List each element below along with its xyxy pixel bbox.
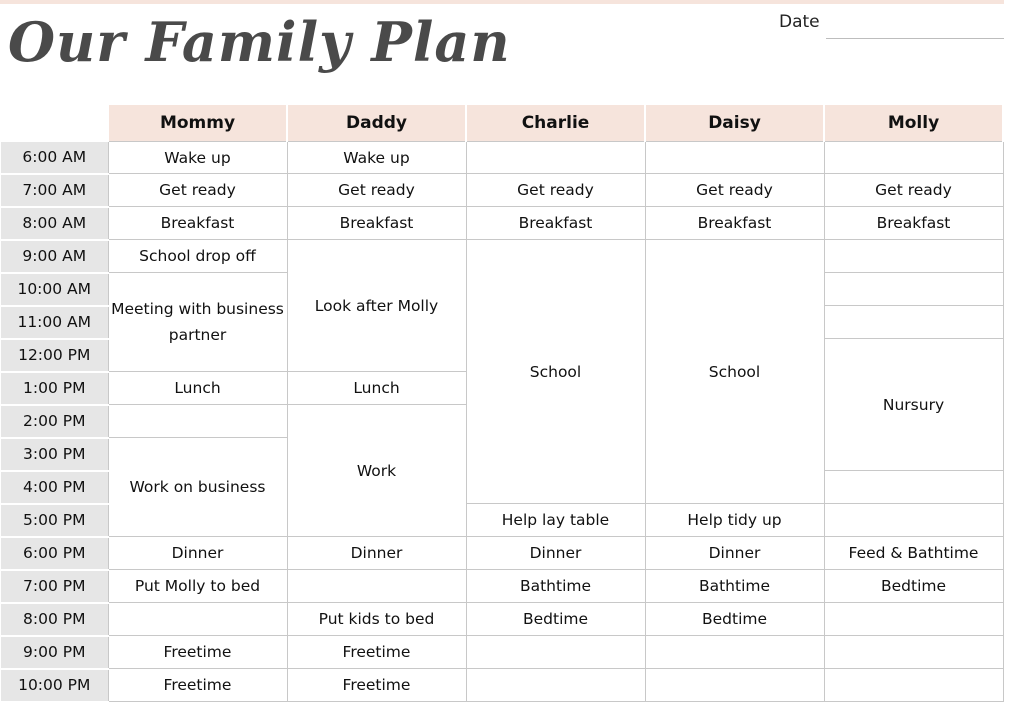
column-header-daisy: Daisy <box>645 105 824 142</box>
schedule-cell[interactable]: Lunch <box>287 372 466 405</box>
schedule-cell[interactable]: Breakfast <box>645 207 824 240</box>
schedule-cell[interactable] <box>645 669 824 702</box>
schedule-cell[interactable]: Get ready <box>287 174 466 207</box>
schedule-cell[interactable]: Put Molly to bed <box>108 570 287 603</box>
schedule-cell[interactable] <box>287 570 466 603</box>
column-header-molly: Molly <box>824 105 1003 142</box>
time-label: 7:00 PM <box>1 570 108 603</box>
schedule-cell[interactable]: Breakfast <box>108 207 287 240</box>
schedule-cell[interactable] <box>108 405 287 438</box>
schedule-cell[interactable]: Work on business <box>108 438 287 537</box>
header-row <box>1 105 1003 142</box>
table-row <box>1 174 1003 207</box>
column-header-mommy: Mommy <box>108 105 287 142</box>
table-row <box>1 207 1003 240</box>
column-header-charlie: Charlie <box>466 105 645 142</box>
schedule-cell[interactable]: Put kids to bed <box>287 603 466 636</box>
page-title: Our Family Plan <box>8 10 511 74</box>
schedule-cell[interactable] <box>466 142 645 174</box>
schedule-cell[interactable] <box>824 504 1003 537</box>
schedule-cell[interactable]: Lunch <box>108 372 287 405</box>
schedule-cell[interactable]: Get ready <box>645 174 824 207</box>
schedule-cell[interactable]: Get ready <box>108 174 287 207</box>
schedule-cell[interactable] <box>824 142 1003 174</box>
schedule-cell[interactable]: Freetime <box>108 636 287 669</box>
schedule-cell[interactable] <box>824 471 1003 504</box>
schedule-cell[interactable]: Help tidy up <box>645 504 824 537</box>
time-label: 7:00 AM <box>1 174 108 207</box>
table-row <box>1 240 1003 273</box>
schedule-cell[interactable]: Nursury <box>824 339 1003 471</box>
schedule-cell[interactable]: Look after Molly <box>287 240 466 372</box>
schedule-cell[interactable]: Help lay table <box>466 504 645 537</box>
table-row <box>1 669 1003 702</box>
table-row <box>1 603 1003 636</box>
time-label: 5:00 PM <box>1 504 108 537</box>
schedule-cell[interactable]: Feed & Bathtime <box>824 537 1003 570</box>
schedule-cell[interactable]: Freetime <box>287 669 466 702</box>
time-label: 1:00 PM <box>1 372 108 405</box>
schedule-cell[interactable] <box>645 142 824 174</box>
schedule-cell[interactable]: Get ready <box>824 174 1003 207</box>
schedule-cell[interactable] <box>108 603 287 636</box>
schedule-cell[interactable]: Bedtime <box>466 603 645 636</box>
table-row <box>1 570 1003 603</box>
time-label: 10:00 PM <box>1 669 108 702</box>
schedule-cell[interactable]: Breakfast <box>287 207 466 240</box>
schedule-cell[interactable]: Wake up <box>108 142 287 174</box>
schedule-cell[interactable]: Bathtime <box>466 570 645 603</box>
time-label: 3:00 PM <box>1 438 108 471</box>
table-row <box>1 142 1003 174</box>
schedule-cell[interactable]: Wake up <box>287 142 466 174</box>
date-field[interactable] <box>826 38 1004 39</box>
time-label: 8:00 AM <box>1 207 108 240</box>
schedule-cell[interactable]: Dinner <box>108 537 287 570</box>
schedule-cell[interactable]: Meeting with business partner <box>108 273 287 372</box>
corner-cell <box>1 105 108 142</box>
schedule-cell[interactable]: Dinner <box>287 537 466 570</box>
column-header-daddy: Daddy <box>287 105 466 142</box>
schedule-cell[interactable]: Dinner <box>466 537 645 570</box>
schedule-cell[interactable] <box>824 306 1003 339</box>
schedule-cell[interactable]: Dinner <box>645 537 824 570</box>
time-label: 10:00 AM <box>1 273 108 306</box>
time-label: 12:00 PM <box>1 339 108 372</box>
schedule-cell[interactable] <box>645 636 824 669</box>
schedule-cell[interactable] <box>824 669 1003 702</box>
schedule-cell[interactable]: School <box>466 240 645 504</box>
schedule-cell[interactable] <box>824 240 1003 273</box>
schedule-cell[interactable]: Breakfast <box>824 207 1003 240</box>
schedule-cell[interactable]: Breakfast <box>466 207 645 240</box>
top-accent-line <box>0 0 1004 4</box>
schedule-cell[interactable]: School drop off <box>108 240 287 273</box>
schedule-cell[interactable]: Bedtime <box>645 603 824 636</box>
schedule-cell[interactable] <box>824 603 1003 636</box>
schedule-cell[interactable]: Freetime <box>108 669 287 702</box>
schedule-cell[interactable]: Work <box>287 405 466 537</box>
time-label: 9:00 PM <box>1 636 108 669</box>
time-label: 6:00 AM <box>1 142 108 174</box>
time-label: 6:00 PM <box>1 537 108 570</box>
schedule-cell[interactable] <box>824 273 1003 306</box>
date-label: Date <box>779 12 820 32</box>
time-label: 9:00 AM <box>1 240 108 273</box>
schedule-cell[interactable] <box>824 636 1003 669</box>
schedule-table <box>0 105 1004 703</box>
time-label: 4:00 PM <box>1 471 108 504</box>
time-label: 8:00 PM <box>1 603 108 636</box>
schedule-cell[interactable] <box>466 636 645 669</box>
schedule-cell[interactable]: School <box>645 240 824 504</box>
table-row <box>1 537 1003 570</box>
schedule-cell[interactable]: Bathtime <box>645 570 824 603</box>
table-row <box>1 636 1003 669</box>
time-label: 11:00 AM <box>1 306 108 339</box>
time-label: 2:00 PM <box>1 405 108 438</box>
schedule-cell[interactable]: Get ready <box>466 174 645 207</box>
schedule-cell[interactable]: Freetime <box>287 636 466 669</box>
schedule-cell[interactable] <box>466 669 645 702</box>
schedule-cell[interactable]: Bedtime <box>824 570 1003 603</box>
